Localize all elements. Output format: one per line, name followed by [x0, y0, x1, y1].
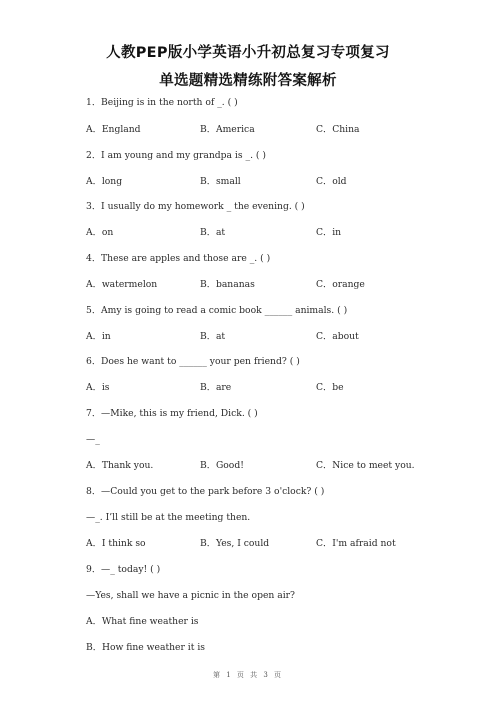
option-b: B．America [200, 124, 255, 135]
option-a: A．is [86, 382, 110, 393]
question-stem: 8．—Could you get to the park before 3 o'clock? ( ) [86, 486, 325, 497]
option-b: B．at [200, 227, 226, 238]
question-stem: 5．Amy is going to read a comic book ______ animals. ( ) [86, 305, 348, 316]
dialogue-line: —Yes, shall we have a picnic in the open air? [86, 590, 295, 601]
option-c: C．in [316, 227, 342, 238]
dialogue-line: —_. I’ll still be at the meeting then. [86, 512, 251, 523]
question-stem: 7．—Mike, this is my friend, Dick. ( ) [86, 408, 258, 419]
page-title-line1: 人教PEP版小学英语小升初总复习专项复习 [106, 45, 390, 61]
option-b: B．bananas [200, 279, 255, 290]
question-stem: 6．Does he want to ______ your pen friend? ( ) [86, 356, 300, 367]
question-stem: 4．These are apples and those are _. ( ) [86, 253, 271, 264]
dialogue-line: —_ [86, 434, 100, 445]
option-c: C．old [316, 176, 347, 187]
option-b: B．at [200, 331, 226, 342]
option-a: A．What fine weather is [86, 616, 199, 627]
question-stem: 1．Beijing is in the north of _. ( ) [86, 97, 238, 108]
question-stem: 3．I usually do my homework _ the evening. ( ) [86, 201, 305, 212]
option-b: B．Good! [200, 460, 244, 471]
option-a: A．I think so [86, 538, 146, 549]
option-a: A．in [86, 331, 111, 342]
option-b: B．How fine weather it is [86, 642, 206, 653]
option-a: A．long [86, 176, 123, 187]
page-title-line2: 单选题精选精练附答案解析 [159, 73, 337, 89]
option-c: C．I'm afraid not [316, 538, 396, 549]
option-a: A．England [86, 124, 141, 135]
option-c: C．about [316, 331, 359, 342]
option-a: A．on [86, 227, 114, 238]
question-stem: 2．I am young and my grandpa is _. ( ) [86, 150, 266, 161]
option-c: C．Nice to meet you. [316, 460, 415, 471]
option-b: B．small [200, 176, 241, 187]
option-c: C．orange [316, 279, 365, 290]
option-c: C．be [316, 382, 344, 393]
option-b: B．Yes, I could [200, 538, 270, 549]
page-footer: 第 1 页 共 3 页 [212, 671, 284, 679]
question-stem: 9．—_ today! ( ) [86, 564, 161, 575]
option-c: C．China [316, 124, 360, 135]
option-b: B．are [200, 382, 232, 393]
option-a: A．Thank you. [86, 460, 154, 471]
option-a: A．watermelon [86, 279, 158, 290]
